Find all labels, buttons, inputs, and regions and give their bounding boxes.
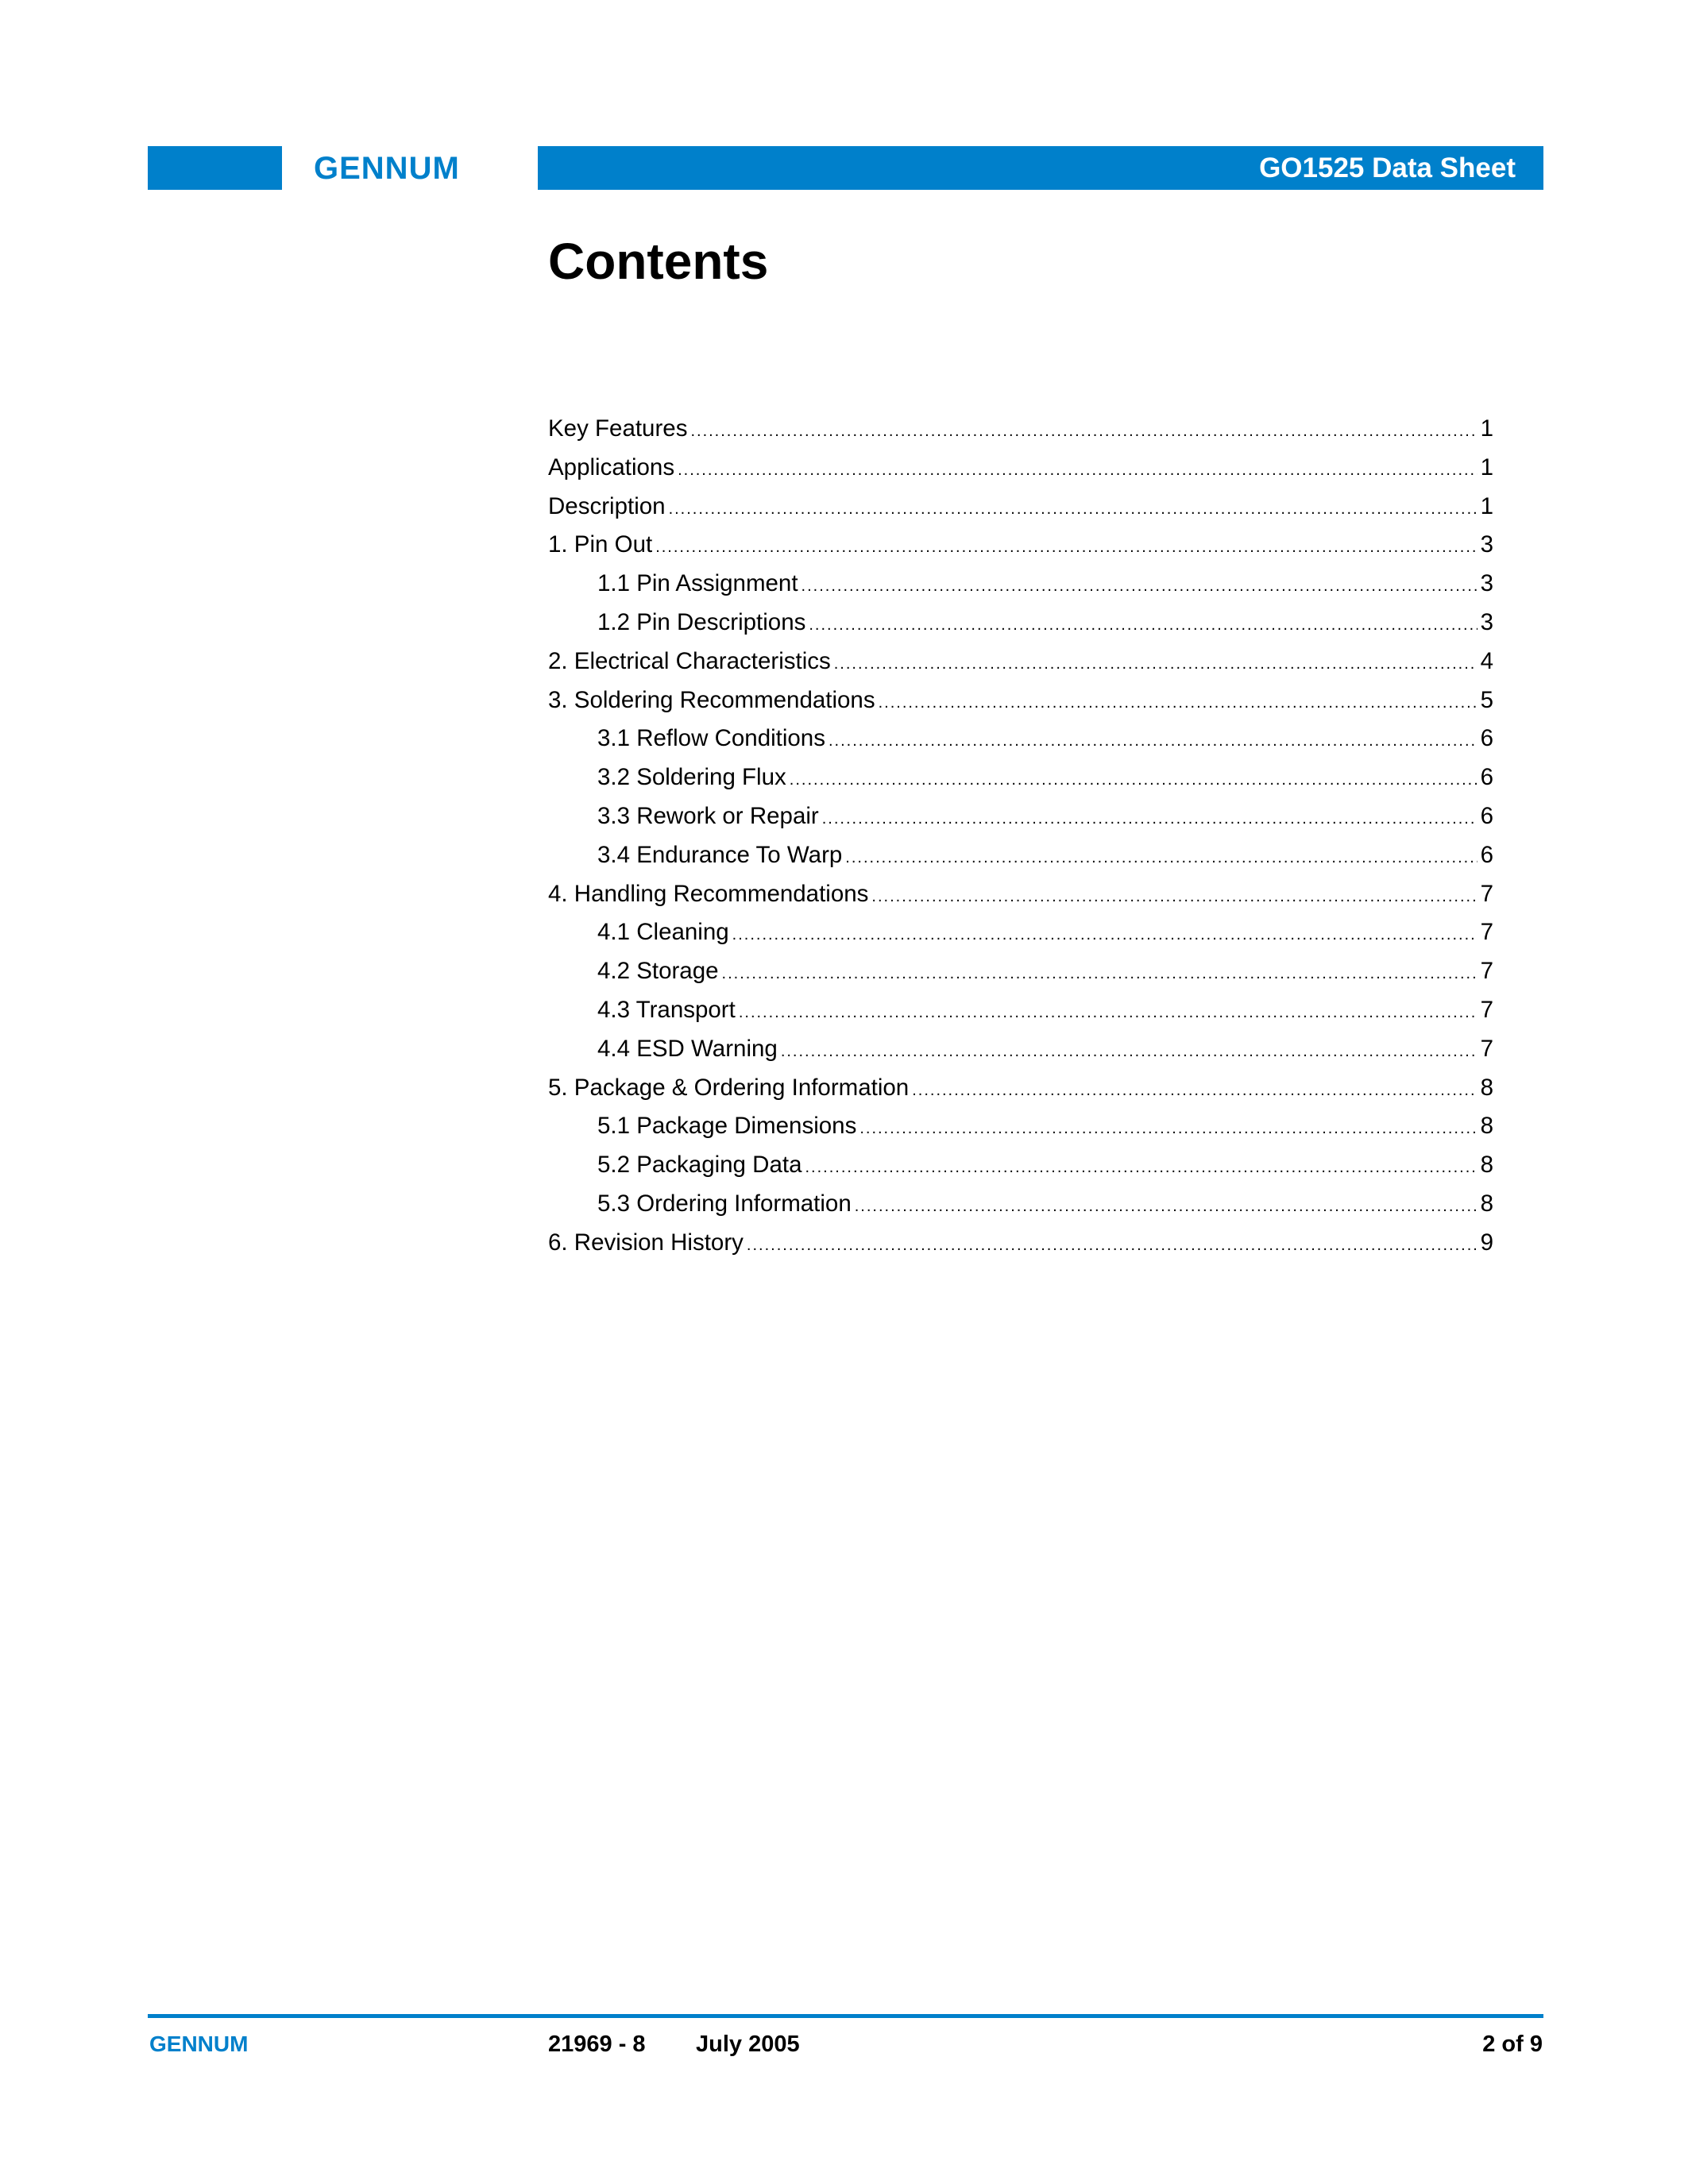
toc-entry-label: 3. Soldering Recommendations xyxy=(548,686,875,713)
toc-entry-page: 3 xyxy=(1480,608,1493,635)
toc-entry[interactable] xyxy=(548,877,1493,916)
toc-leader-dots xyxy=(790,762,1477,797)
toc-entry[interactable] xyxy=(548,1032,1493,1071)
toc-leader-dots xyxy=(845,840,1477,875)
toc-leader-dots xyxy=(690,414,1477,449)
header-left-block xyxy=(148,146,282,190)
toc-leader-dots xyxy=(855,1189,1477,1224)
toc-entry-label: 3.3 Rework or Repair xyxy=(597,802,819,829)
toc-leader-dots xyxy=(739,995,1477,1030)
toc-leader-dots xyxy=(678,453,1477,488)
toc-entry-page: 1 xyxy=(1480,453,1493,480)
toc-leader-dots xyxy=(802,569,1477,604)
toc-entry-label: 5.3 Ordering Information xyxy=(597,1190,852,1217)
toc-entry-label: 3.1 Reflow Conditions xyxy=(597,725,825,752)
toc-entry-page: 8 xyxy=(1480,1152,1493,1179)
toc-entry-page: 7 xyxy=(1480,880,1493,907)
toc-entry[interactable] xyxy=(548,566,1493,605)
toc-entry-page: 8 xyxy=(1480,1074,1493,1101)
toc-entry-page: 3 xyxy=(1480,570,1493,597)
toc-entry[interactable] xyxy=(548,760,1493,799)
toc-leader-dots xyxy=(859,1111,1477,1146)
toc-entry-page: 4 xyxy=(1480,647,1493,674)
toc-entry-label: 1.2 Pin Descriptions xyxy=(597,608,806,635)
toc-entry-label: 3.2 Soldering Flux xyxy=(597,764,786,791)
toc-entry-label: 6. Revision History xyxy=(548,1229,744,1256)
toc-entry[interactable] xyxy=(548,527,1493,566)
toc-leader-dots xyxy=(829,723,1477,758)
toc-entry-page: 8 xyxy=(1480,1113,1493,1140)
document-date: July 2005 xyxy=(696,2032,800,2057)
toc-entry-page: 7 xyxy=(1480,958,1493,985)
page-title: Contents xyxy=(548,233,769,290)
toc-entry-page: 6 xyxy=(1480,841,1493,868)
table-of-contents xyxy=(548,411,1493,1264)
toc-entry-page: 5 xyxy=(1480,686,1493,713)
footer-logo: GENNUM xyxy=(149,2032,249,2056)
toc-entry[interactable] xyxy=(548,915,1493,954)
toc-entry-page: 7 xyxy=(1480,1035,1493,1062)
toc-entry[interactable] xyxy=(548,605,1493,644)
toc-entry-label: 5.2 Packaging Data xyxy=(597,1152,802,1179)
toc-entry[interactable] xyxy=(548,954,1493,993)
toc-entry-label: 4.3 Transport xyxy=(597,996,736,1023)
toc-leader-dots xyxy=(879,685,1477,720)
toc-leader-dots xyxy=(809,608,1477,642)
header-bar xyxy=(538,146,1543,190)
toc-entry-label: 5. Package & Ordering Information xyxy=(548,1074,910,1101)
toc-leader-dots xyxy=(912,1073,1477,1108)
toc-entry[interactable] xyxy=(548,1071,1493,1109)
toc-entry-label: Applications xyxy=(548,453,675,480)
toc-entry-page: 1 xyxy=(1480,415,1493,442)
toc-entry-page: 7 xyxy=(1480,919,1493,946)
toc-leader-dots xyxy=(669,492,1477,527)
toc-entry-label: 4.2 Storage xyxy=(597,958,719,985)
toc-entry[interactable] xyxy=(548,489,1493,528)
toc-leader-dots xyxy=(822,801,1477,836)
toc-entry-label: 1. Pin Out xyxy=(548,531,653,558)
document-title: GO1525 Data Sheet xyxy=(1259,152,1516,183)
toc-entry[interactable] xyxy=(548,1148,1493,1187)
toc-leader-dots xyxy=(747,1228,1477,1263)
toc-entry-label: 1.1 Pin Assignment xyxy=(597,570,798,597)
document-number: 21969 - 8 xyxy=(548,2032,646,2057)
toc-entry-page: 3 xyxy=(1480,531,1493,558)
toc-entry-page: 7 xyxy=(1480,996,1493,1023)
toc-leader-dots xyxy=(834,646,1477,681)
toc-leader-dots xyxy=(871,879,1477,914)
toc-leader-dots xyxy=(781,1034,1477,1069)
toc-entry-page: 9 xyxy=(1480,1229,1493,1256)
toc-entry-label: Description xyxy=(548,492,666,519)
toc-entry[interactable] xyxy=(548,1109,1493,1148)
toc-entry-page: 6 xyxy=(1480,802,1493,829)
toc-entry[interactable] xyxy=(548,683,1493,722)
toc-leader-dots xyxy=(805,1150,1477,1185)
toc-entry-label: Key Features xyxy=(548,415,688,442)
toc-leader-dots xyxy=(732,917,1477,952)
toc-entry[interactable] xyxy=(548,993,1493,1032)
toc-entry[interactable] xyxy=(548,838,1493,877)
toc-entry[interactable] xyxy=(548,1225,1493,1264)
toc-leader-dots xyxy=(655,530,1477,565)
toc-entry-label: 4.4 ESD Warning xyxy=(597,1035,778,1062)
toc-entry-label: 2. Electrical Characteristics xyxy=(548,647,831,674)
toc-entry[interactable] xyxy=(548,644,1493,683)
toc-entry-label: 4.1 Cleaning xyxy=(597,919,729,946)
toc-entry-page: 8 xyxy=(1480,1190,1493,1217)
toc-entry-page: 1 xyxy=(1480,492,1493,519)
toc-entry-label: 4. Handling Recommendations xyxy=(548,880,869,907)
toc-entry-page: 6 xyxy=(1480,764,1493,791)
toc-entry[interactable] xyxy=(548,721,1493,760)
gennum-logo: GENNUM xyxy=(314,151,460,186)
toc-entry[interactable] xyxy=(548,1187,1493,1225)
toc-entry-page: 6 xyxy=(1480,725,1493,752)
toc-entry[interactable] xyxy=(548,450,1493,489)
toc-leader-dots xyxy=(722,956,1477,991)
toc-entry[interactable] xyxy=(548,411,1493,450)
toc-entry-label: 5.1 Package Dimensions xyxy=(597,1113,857,1140)
toc-entry-label: 3.4 Endurance To Warp xyxy=(597,841,843,868)
page-number: 2 of 9 xyxy=(1482,2032,1543,2057)
footer-divider xyxy=(148,2014,1543,2018)
toc-entry[interactable] xyxy=(548,799,1493,838)
